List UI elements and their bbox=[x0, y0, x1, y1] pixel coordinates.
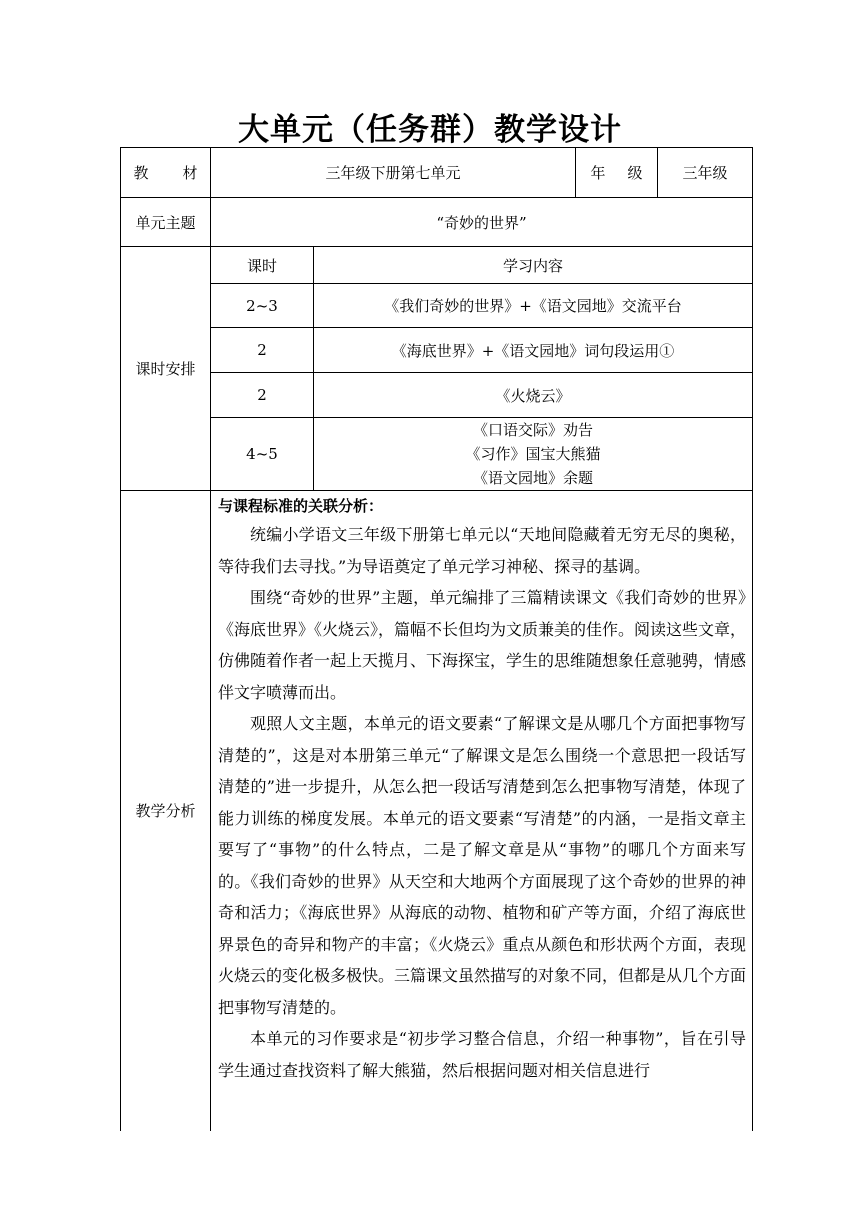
grade-label-left: 年 bbox=[590, 164, 606, 182]
analysis-content bbox=[211, 491, 753, 1131]
schedule-content bbox=[314, 418, 753, 491]
material-value: 三年级下册第七单元 bbox=[211, 148, 576, 198]
theme-label: 单元主题 bbox=[121, 198, 211, 247]
schedule-col-hours: 课时 bbox=[211, 247, 314, 284]
analysis-paragraph: 观照人文主题，本单元的语文要素“了解课文是从哪几个方面把事物写清楚的”，这是对本册第三单元“了解课文是怎么围绕一个意思把一段话写清楚的”进一步提升，从怎么把一段话写清楚到怎么把事物写清楚，体现了能力训练的梯度发展。本单元的语文要素“写清楚”的内涵，一是指文章主要写了“事物”的什么特点，二是了解文章是从“事物”的哪几个方面来写的。《我们奇妙的世界》从天空和大地两个方面展现了这个奇妙的世界的神奇和活力；《海底世界》从海底的动物、植物和矿产等方面，介绍了海底世界景色的奇异和物产的丰富；《火烧云》重点从颜色和形状两个方面，表现火烧云的变化极多极快。三篇课文虽然描写的对象不同，但都是从几个方面把事物写清楚的。 bbox=[218, 714, 747, 1017]
schedule-content-line: 《口语交际》劝告 bbox=[473, 421, 594, 439]
schedule-hours: 2~3 bbox=[211, 284, 314, 328]
analysis-heading: 与课程标准的关联分析： bbox=[218, 497, 384, 515]
schedule-content: 《火烧云》 bbox=[314, 373, 753, 418]
schedule-row bbox=[121, 373, 753, 418]
material-label bbox=[121, 148, 211, 198]
analysis-label: 教学分析 bbox=[121, 491, 211, 1131]
schedule-content: 《我们奇妙的世界》+《语文园地》交流平台 bbox=[314, 284, 753, 328]
material-label-right: 材 bbox=[182, 164, 198, 182]
schedule-row bbox=[121, 284, 753, 328]
theme-value: “奇妙的世界” bbox=[211, 198, 753, 247]
schedule-content-line: 《习作》国宝大熊猫 bbox=[465, 445, 601, 463]
material-label-left: 教 bbox=[133, 164, 149, 182]
schedule-hours: 4~5 bbox=[211, 418, 314, 491]
schedule-content: 《海底世界》+《语文园地》词句段运用① bbox=[314, 328, 753, 373]
row-material bbox=[121, 148, 753, 198]
schedule-header-row bbox=[121, 247, 753, 284]
grade-label bbox=[576, 148, 658, 198]
schedule-row bbox=[121, 418, 753, 491]
document-title: 大单元（任务群）教学设计 bbox=[238, 112, 622, 148]
schedule-hours: 2 bbox=[211, 373, 314, 418]
schedule-col-content: 学习内容 bbox=[314, 247, 753, 284]
grade-value: 三年级 bbox=[658, 148, 753, 198]
schedule-label: 课时安排 bbox=[121, 247, 211, 491]
analysis-paragraph: 本单元的习作要求是“初步学习整合信息，介绍一种事物”，旨在引导学生通过查找资料了解大熊猫，然后根据问题对相关信息进行 bbox=[218, 1029, 747, 1080]
analysis-paragraph: 统编小学语文三年级下册第七单元以“天地间隐藏着无穷无尽的奥秘，等待我们去寻找。”为导语奠定了单元学习神秘、探寻的基调。 bbox=[218, 525, 747, 576]
row-analysis bbox=[121, 491, 753, 1131]
row-theme bbox=[121, 198, 753, 247]
schedule-row bbox=[121, 328, 753, 373]
lesson-design-table bbox=[120, 147, 753, 1131]
schedule-hours: 2 bbox=[211, 328, 314, 373]
schedule-content-line: 《语文园地》余题 bbox=[473, 469, 594, 487]
grade-label-right: 级 bbox=[627, 164, 643, 182]
analysis-paragraph: 围绕“奇妙的世界”主题，单元编排了三篇精读课文《我们奇妙的世界》《海底世界》《火烧云》，篇幅不长但均为文质兼美的佳作。阅读这些文章，仿佛随着作者一起上天揽月、下海探宝，学生的思维随想象任意驰骋，情感伴文字喷薄而出。 bbox=[218, 588, 747, 702]
